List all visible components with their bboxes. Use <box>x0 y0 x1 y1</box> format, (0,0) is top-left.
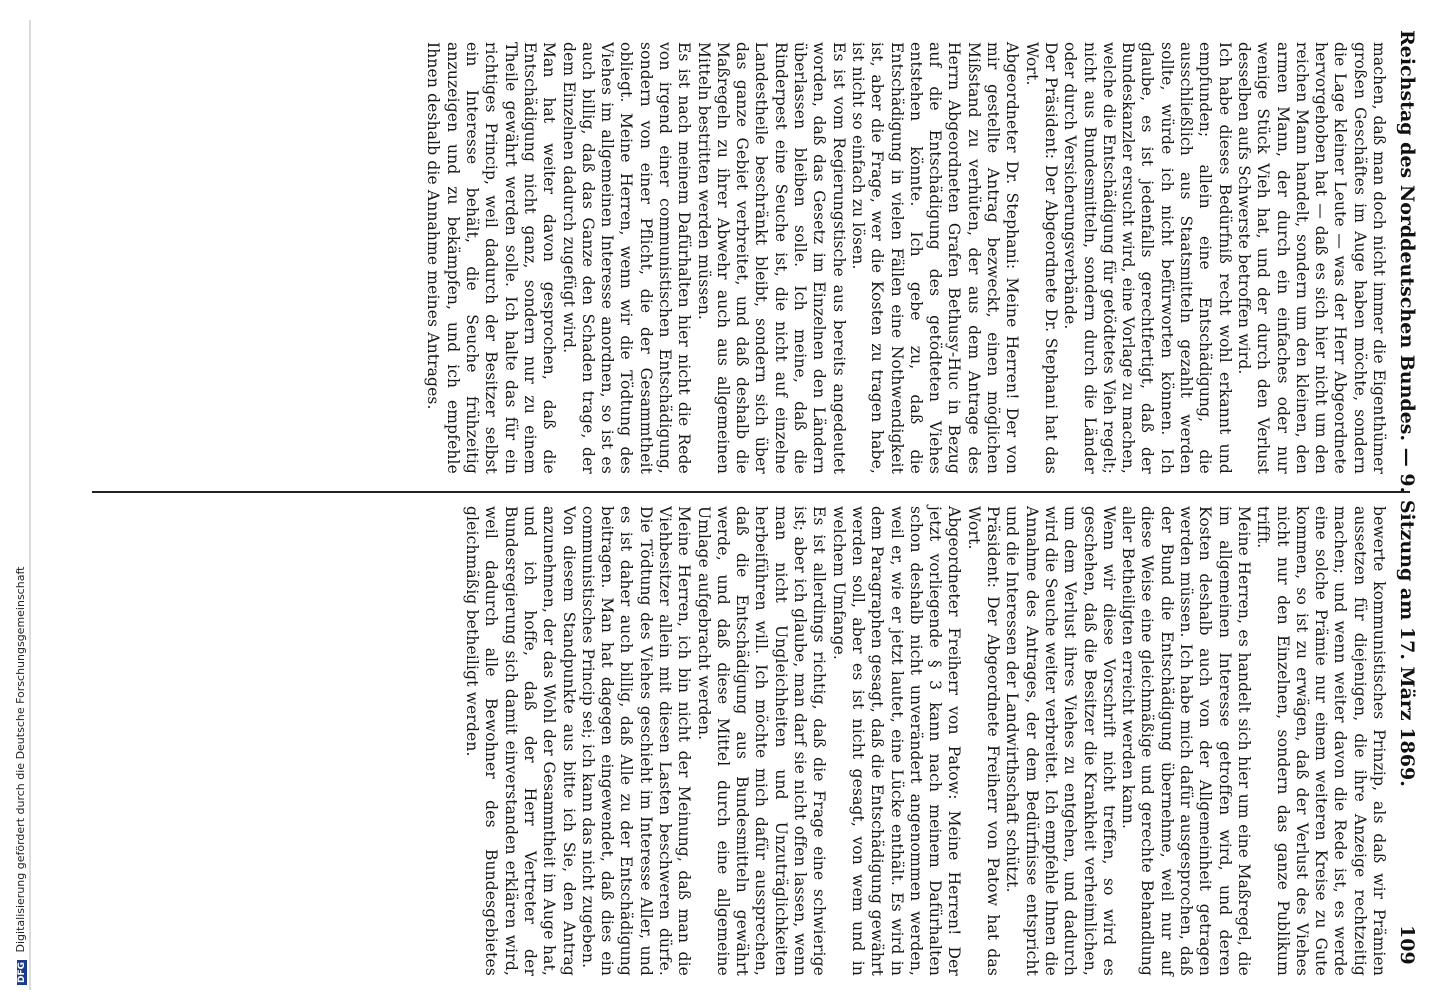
credit-text: Digitalisierung gefördert durch die Deutsche Forschungsgemeinschaft <box>14 566 27 953</box>
text-column-lower <box>98 506 1388 976</box>
paragraph: Abgeordneter Freiherr von Patow: Meine Herren! Der jetzt vorliegende § 3 kann nach meinem Dafürhalten schon deshalb nicht unverändert angenommen werden, weil er, wie er jetzt lautet, eine Lücke enthält. Es wird in dem Paragraphen gesagt, daß die Entschädigung gewährt werden soll, aber es ist nicht gesagt, von wem und in welchem Umfange. <box>829 506 964 976</box>
paragraph: Abgeordneter Dr. Stephani: Meine Herren! Der von mir gestellte Antrag bezweckt, einen möglichen Mißstand zu verhüten, der aus dem Antrage des Herrn Abgeordneten Grafen Bethusy-Huc in Bezug auf die Entschädigung des getödteten Viehes entstehen könnte. Ich gebe zu, daß die Entschädigung in vielen Fällen eine Nothwendigkeit ist, aber die Frage, wer die Kosten zu tragen habe, ist nicht so einfach zu lösen. <box>848 42 1022 474</box>
digitization-credit <box>14 567 27 985</box>
paragraph: bewerte kommunistisches Prinzip, als daß wir Prämien aussetzen für diejenigen, die ihre Anzeige rechtzeitig machen; und wenn weiter davon die Rede ist, es werde eine solche Prämie nur einem weiteren Kreise zu Gute kommen, so ist zu erwägen, daß der Verlust des Viehes nicht nur den Einzelnen, sondern das ganze Publikum trifft. <box>1254 506 1388 976</box>
paragraph: Man hat weiter davon gesprochen, daß die Entschädigung nicht ganz, sondern nur zu einem Theile gewährt werden solle. Ich halte das für ein richtiges Princip, weil dadurch der Besitzer selbst ein Interesse behält, die Seuche frühzeitig anzuzeigen und zu bekämpfen, und ich empfehle Ihnen deshalb die Annahme meines Antrages. <box>424 42 559 474</box>
paragraph: machen, daß man doch nicht immer die Eigenthümer großen Geschäftes im Auge haben möchte, sondern die Lage kleiner Leute — was der Herr Abgeordnete hervorgehoben hat — daß es sich hier nicht um den reichen Mann handelt, sondern um den kleinen, den armen Mann, der durch ein einfaches oder nur wenige Stück Vieh hat, und der durch den Verlust desselben aufs Schwerste betroffen wird. <box>1234 42 1388 474</box>
paragraph: Es ist nach meinem Dafürhalten hier nicht die Rede von irgend einer communistischen Entschädigung, sondern von einer Pflicht, die der Gesammtheit obliegt. Meine Herren, wenn wir die Tödtung des Viehes im allgemeinen Interesse anordnen, so ist es auch billig, daß das Ganze den Schaden trage, der dem Einzelnen dadurch zugefügt wird. <box>559 42 694 474</box>
paragraph: Es ist allerdings richtig, daß die Frage eine schwierige ist; aber ich glaube, man darf sie nicht offen lassen, wenn man nicht Ungleichheiten und Unzuträglichkeiten herbeiführen will. Ich möchte mich dafür aussprechen, daß die Entschädigung aus Bundesmitteln gewährt werde, und daß diese Mittel durch eine allgemeine Umlage aufgebracht werden. <box>694 506 829 976</box>
paragraph: Der Präsident: Der Abgeordnete Dr. Stephani hat das Wort. <box>1022 42 1060 474</box>
running-header <box>1396 30 1418 787</box>
text-column-upper <box>98 42 1388 474</box>
page-number: 109 <box>1396 925 1418 965</box>
paragraph: Es ist vom Regierungstische aus bereits angedeutet worden, daß das Gesetz im Einzelnen den Ländern überlassen bleiben solle. Ich meine, daß die Rinderpest eine Seuche ist, die nicht auf einzelne Landestheile beschränkt bleibt, sondern sich über das ganze Gebiet verbreitet, und daß deshalb die Maßregeln zu ihrer Abwehr auch aus allgemeinen Mitteln bestritten werden müssen. <box>694 42 848 474</box>
paragraph: Meine Herren, es handelt sich hier um eine Maßregel, die im allgemeinen Interesse getroffen wird, und deren Kosten deshalb auch von der Allgemeinheit getragen werden müssen. Ich habe mich dafür ausgesprochen, daß der Bund die Entschädigung übernehme, weil nur auf diese Weise eine gleichmäßige und gerechte Behandlung aller Betheiligten erreicht werden kann. <box>1119 506 1253 976</box>
header-left: Reichstag des Norddeutschen Bundes. <box>1396 30 1418 442</box>
paragraph: Ich habe dieses Bedürfniß recht wohl erkannt und empfunden; allein eine Entschädigung, die ausschließlich aus Staatsmitteln gezahlt werden sollte, würde ich nicht befürworten können. Ich glaube, es ist jedenfalls gerechtfertigt, daß der Bundeskanzler ersucht wird, eine Vorlage zu machen, welche die Entschädigung für getödtetes Vieh regelt; nicht aus Bundesmitteln, sondern durch die Länder oder durch Versicherungsverbände. <box>1061 42 1234 474</box>
paragraph: Meine Herren, ich bin nicht der Meinung, daß man die Viehbesitzer allein mit diesen Lasten beschweren dürfe. Die Tödtung des Viehes geschieht im Interesse Aller, und es ist daher auch billig, daß Alle zu der Entschädigung beitragen. Man hat dagegen eingewendet, daß dies ein communistisches Princip sei; ich kann das nicht zugeben. <box>578 506 694 976</box>
header-right: 9. Sitzung am 17. März 1869. <box>1396 473 1418 787</box>
dfg-logo: DFG <box>17 961 27 983</box>
paragraph: Wenn wir diese Vorschrift nicht treffen, so wird es geschehen, daß die Besitzer die Krankheit verheimlichen, um dem Verlust ihres Viehes zu entgehen, und dadurch wird die Seuche weiter verbreitet. Ich empfehle Ihnen die Annahme des Antrages, der dem Bedürfnisse entspricht und die Interessen der Landwirthschaft schützt. <box>1003 506 1118 976</box>
paragraph: Präsident: Der Abgeordnete Freiherr von Patow hat das Wort. <box>964 506 1003 976</box>
header-dash: — <box>1396 447 1418 467</box>
paragraph: Von diesem Standpunkte aus bitte ich Sie, den Antrag anzunehmen, der das Wohl der Gesammtheit im Auge hat, und ich hoffe, daß der Herr Vertreter der Bundesregierung sich damit einverstanden erklären wird, weil dadurch alle Bewohner des Bundesgebietes gleichmäßig betheiligt werden. <box>463 506 578 976</box>
